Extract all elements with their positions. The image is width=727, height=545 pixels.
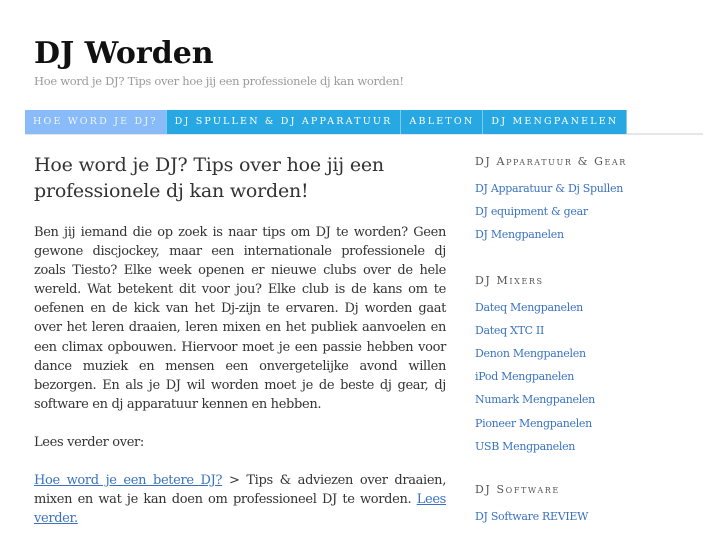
intro-paragraph: Ben jij iemand die op zoek is naar tips om DJ te worden? Geen gewone discjockey, maar een internationale professionele dj zoals Tiesto? Elke week openen er nieuwe clubs over de hele wereld. Wat betekent dit voor jou? Elke club is de kans om te oefenen en de kick van het Dj-zijn te ervaren. Dj worden gaat over het leren draaien, leren mixen en het publiek aanvoelen en een climax opbouwen. Hiervoor moet je een passie hebben voor dance muziek en mensen een onvergetelijke avond willen bezorgen. En als je DJ wil worden moet je de beste dj gear, dj software en dj apparatuur kennen en hebben. (34, 225, 446, 412)
sidebar-link[interactable]: Pioneer Mengpanelen (475, 416, 592, 430)
sidebar-link[interactable]: USB Mengpanelen (475, 439, 576, 453)
widget-dj-software (475, 483, 705, 528)
better-dj-link[interactable]: Hoe word je een betere DJ? (34, 473, 223, 489)
related-article-paragraph (34, 471, 446, 528)
main-nav (25, 110, 703, 135)
nav-item-hoe-word-je-dj[interactable]: HOE WORD JE DJ? (25, 110, 167, 134)
nav-item-ableton[interactable]: ABLETON (401, 110, 483, 134)
sidebar-link[interactable]: DJ Software REVIEW (475, 510, 589, 524)
widget-title: DJ Software (475, 483, 560, 497)
sidebar-link[interactable]: iPod Mengpanelen (475, 370, 575, 384)
widget-dj-mixers (475, 274, 705, 458)
read-more-link[interactable]: Lees verder. (34, 492, 446, 527)
main-content (34, 152, 446, 545)
sidebar-link[interactable]: DJ equipment & gear (475, 205, 588, 219)
sidebar-link[interactable]: DJ Apparatuur & Dj Spullen (475, 182, 623, 195)
sidebar-link[interactable]: Numark Mengpanelen (475, 393, 595, 407)
sidebar (475, 155, 705, 545)
nav-item-dj-spullen[interactable]: DJ SPULLEN & DJ APPARATUUR (167, 110, 402, 134)
widget-dj-apparatuur (475, 155, 705, 247)
read-more-label: Lees verder over: (34, 434, 144, 450)
post-title: Hoe word je DJ? Tips over hoe jij een professionele dj kan worden! (34, 154, 384, 202)
site-title[interactable]: DJ Worden (34, 36, 214, 71)
related-article-text: > Tips & adviezen over draaien, mixen en wat je kan doen om professioneel DJ te worden. (34, 473, 446, 508)
nav-item-dj-mengpanelen[interactable]: DJ MENGPANELEN (483, 110, 627, 134)
sidebar-link[interactable]: Denon Mengpanelen (475, 347, 586, 361)
site-description: Hoe word je DJ? Tips over hoe jij een professionele dj kan worden! (34, 74, 404, 88)
sidebar-link[interactable]: Dateq Mengpanelen (475, 300, 583, 314)
post-body (34, 223, 446, 528)
sidebar-link[interactable]: Dateq XTC II (475, 323, 545, 337)
widget-title: DJ Apparatuur & Gear (475, 155, 627, 168)
sidebar-link[interactable]: DJ Mengpanelen (475, 228, 564, 242)
widget-title: DJ Mixers (475, 273, 544, 287)
